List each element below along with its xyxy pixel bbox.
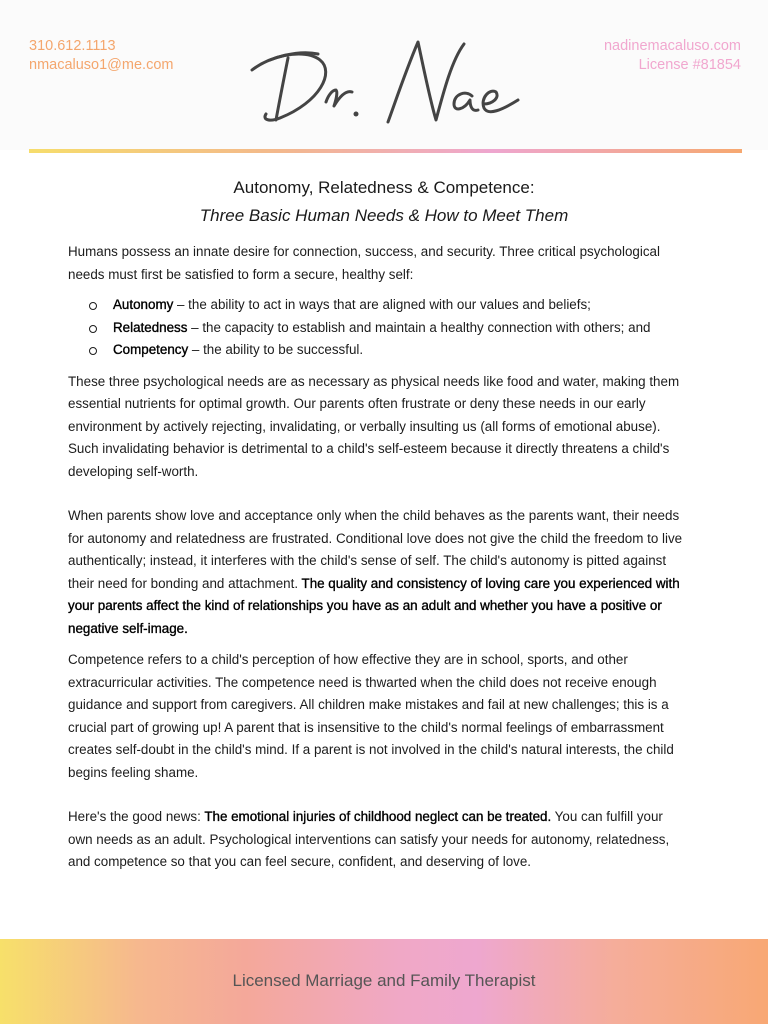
letterhead xyxy=(0,0,768,150)
need-description: – the ability to act in ways that are aligned with our values and beliefs; xyxy=(173,297,591,312)
paragraph-text: When parents show love and acceptance only when the child behaves as the parents want, their needs for autonomy and relatedness are frustrated. Conditional love does not give the child the freedom to live authentically; instead, it interferes with the child's sense of self. The child's autonomy is pitted against their need for bonding and attachment. xyxy=(68,508,683,591)
needs-list xyxy=(68,294,688,362)
phone-number[interactable]: 310.612.1113 xyxy=(29,38,116,54)
list-item xyxy=(68,339,688,362)
emphasized-text: The quality and consistency of loving care you experienced with your parents affect the kind of relationships you have as an adult and whether you have a positive or negative self-image. xyxy=(68,575,680,636)
paragraph-lead: Here's the good news: xyxy=(68,809,205,824)
bullet-circle-icon xyxy=(89,302,97,310)
website-link[interactable]: nadinemacaluso.com xyxy=(603,38,741,54)
bullet-circle-icon xyxy=(89,347,97,355)
header-divider xyxy=(29,149,742,153)
need-term: Autonomy xyxy=(113,297,174,312)
list-item xyxy=(68,294,688,317)
need-description: – the capacity to establish and maintain a healthy connection with others; and xyxy=(187,319,651,335)
paragraph-competence: Competence refers to a child's perception of how effective they are in school, sports, and other extracurricular activities. The competence need is thwarted when the child does not receive enough guidance and support from caregivers. All children make mistakes and fail at new challenges; this is a crucial part of growing up! A parent that is insensitive to the child's normal feelings of embarrassment creates self-doubt in the child's mind. If a parent is not involved in the child's natural interests, the child begins feeling shame. xyxy=(68,652,674,780)
list-item xyxy=(68,317,688,340)
intro-paragraph: Humans possess an innate desire for connection, success, and security. Three critical psychological needs must first be satisfied to form a secure, healthy self: xyxy=(68,244,660,282)
footer-band xyxy=(0,939,768,1024)
contact-left xyxy=(29,37,173,75)
document-title: Autonomy, Relatedness & Competence: xyxy=(233,178,535,197)
need-term: Relatedness xyxy=(113,319,188,335)
footer-tagline: Licensed Marriage and Family Therapist xyxy=(232,971,536,990)
signature-logo xyxy=(240,30,530,130)
document-body xyxy=(68,241,688,874)
license-number: License #81854 xyxy=(638,57,741,73)
document-subtitle: Three Basic Human Needs & How to Meet Them xyxy=(199,206,569,225)
need-term: Competency xyxy=(113,342,189,357)
email-address[interactable]: nmacaluso1@me.com xyxy=(29,57,174,73)
emphasized-text: The emotional injuries of childhood neglect can be treated. xyxy=(204,809,552,824)
paragraph-text: You can fulfill your own needs as an adult. Psychological interventions can satisfy your needs for autonomy, relatedness, and competence so that you can feel secure, confident, and deserving of love. xyxy=(68,809,670,869)
paragraph-needs-importance: These three psychological needs are as necessary as physical needs like food and water, making them essential nutrients for optimal growth. Our parents often frustrate or deny these needs in our early environment by actively rejecting, invalidating, or verbally insulting us (all forms of emotional abuse). Such invalidating behavior is detrimental to a child's self-esteem because it directly threatens a child's developing self-worth. xyxy=(68,373,680,479)
contact-right xyxy=(604,37,741,75)
paragraph-good-news xyxy=(68,806,688,874)
need-description: – the ability to be successful. xyxy=(188,342,364,357)
bullet-circle-icon xyxy=(89,325,97,333)
paragraph-conditional-love xyxy=(68,505,688,640)
